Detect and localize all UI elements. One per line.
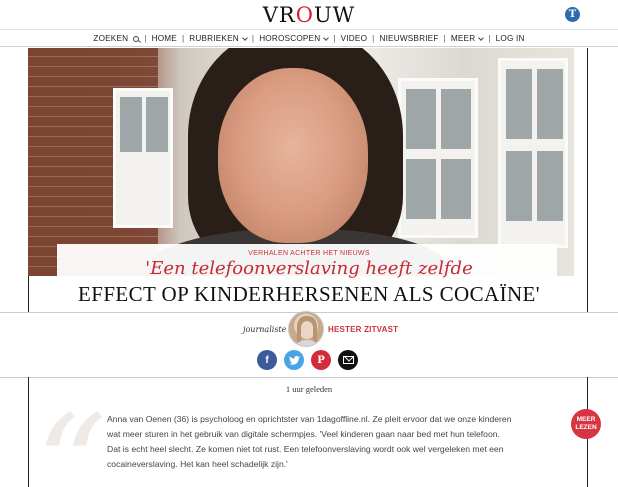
window-pane [537, 151, 563, 221]
author-byline [0, 311, 618, 347]
window-left [113, 88, 173, 228]
author-name-link[interactable]: HESTER ZITVAST [328, 325, 399, 334]
nav-item-log-in[interactable] [491, 34, 530, 43]
twitter-share-button[interactable] [284, 350, 304, 370]
nav-label: MEER [450, 34, 476, 43]
nav-separator: | [144, 34, 147, 43]
nav-item-video[interactable] [336, 34, 375, 43]
telegraaf-icon[interactable]: T [565, 7, 580, 22]
nav-item-zoeken[interactable] [88, 34, 147, 43]
headline-line-1: 'Een telefoonverslaving heeft zelfde [145, 258, 473, 279]
nav-separator: | [488, 34, 491, 43]
window-pane [406, 159, 436, 219]
nav-separator: | [372, 34, 375, 43]
window-right-1 [398, 78, 478, 238]
top-bar [0, 0, 618, 30]
hero-image [28, 48, 574, 276]
nav-item-rubrieken[interactable] [181, 34, 255, 43]
window-pane [506, 69, 532, 139]
main-nav [0, 31, 618, 47]
logo-o: O [295, 3, 314, 27]
nav-label: LOG IN [495, 34, 525, 43]
twitter-icon [289, 356, 300, 365]
headline-line-2: EFFECT OP KINDERHERSENEN ALS COCAÏNE' [78, 282, 540, 306]
meer-lezen-line-1: MEER [576, 416, 596, 423]
nav-item-meer[interactable] [443, 34, 491, 43]
nav-item-horoscopen[interactable] [251, 34, 336, 43]
email-share-button[interactable] [338, 350, 358, 370]
article-timestamp: 1 uur geleden [285, 384, 333, 394]
nav-label: ZOEKEN [93, 34, 129, 43]
avatar-portrait-icon [289, 312, 324, 347]
facebook-icon: f [265, 354, 269, 366]
logo-prefix: VR [262, 3, 296, 27]
nav-separator: | [333, 34, 336, 43]
pinterest-share-button[interactable] [311, 350, 331, 370]
pinterest-icon: P [317, 354, 325, 366]
envelope-icon [343, 356, 354, 364]
nav-separator: | [251, 34, 255, 43]
window-pane [120, 97, 142, 152]
nav-label: NIEUWSBRIEF [379, 34, 439, 43]
meer-lezen-button[interactable] [571, 409, 601, 439]
author-avatar[interactable] [288, 311, 324, 347]
nav-label: VIDEO [340, 34, 368, 43]
nav-item-nieuwsbrief[interactable] [374, 34, 443, 43]
article-kicker[interactable]: VERHALEN ACHTER HET NIEUWS [248, 250, 370, 257]
chevron-down-icon [478, 35, 484, 41]
nav-separator: | [181, 34, 185, 43]
nav-label: RUBRIEKEN [189, 34, 239, 43]
window-pane [146, 97, 168, 152]
window-pane [406, 89, 436, 149]
window-right-2 [498, 58, 568, 248]
site-logo[interactable] [0, 3, 618, 27]
window-pane [537, 69, 563, 139]
author-role: journaliste [243, 325, 287, 334]
logo-suffix: UW [313, 3, 356, 27]
quote-mark-decoration: “ [35, 386, 107, 487]
window-pane [441, 159, 471, 219]
window-pane [441, 89, 471, 149]
chevron-down-icon [242, 35, 248, 41]
frame-divider-bottom [0, 377, 618, 378]
nav-separator: | [443, 34, 446, 43]
nav-label: HOME [151, 34, 177, 43]
article-body-paragraph: Anna van Oenen (36) is psycholoog en oprichtster van 1dagoffline.nl. Ze pleit ervoor dat we onze kinderen wat meer sturen in het gebruik van digitale schermpjes. 'Veel kinderen gaan naar bed met hun telefoon. Dat is echt heel slecht. Ze komen niet tot rust. Een telefoonverslaving wordt ook wel vergeleken met een cocaineverslaving. Het kan heel schadelijk zijn.' [107, 414, 512, 469]
nav-item-home[interactable] [147, 34, 185, 43]
chevron-down-icon [323, 35, 329, 41]
facebook-share-button[interactable] [257, 350, 277, 370]
portrait-face [218, 68, 368, 243]
nav-label: HOROSCOPEN [259, 34, 321, 43]
meer-lezen-line-2: LEZEN [575, 424, 597, 431]
window-pane [506, 151, 532, 221]
search-icon [133, 36, 139, 42]
